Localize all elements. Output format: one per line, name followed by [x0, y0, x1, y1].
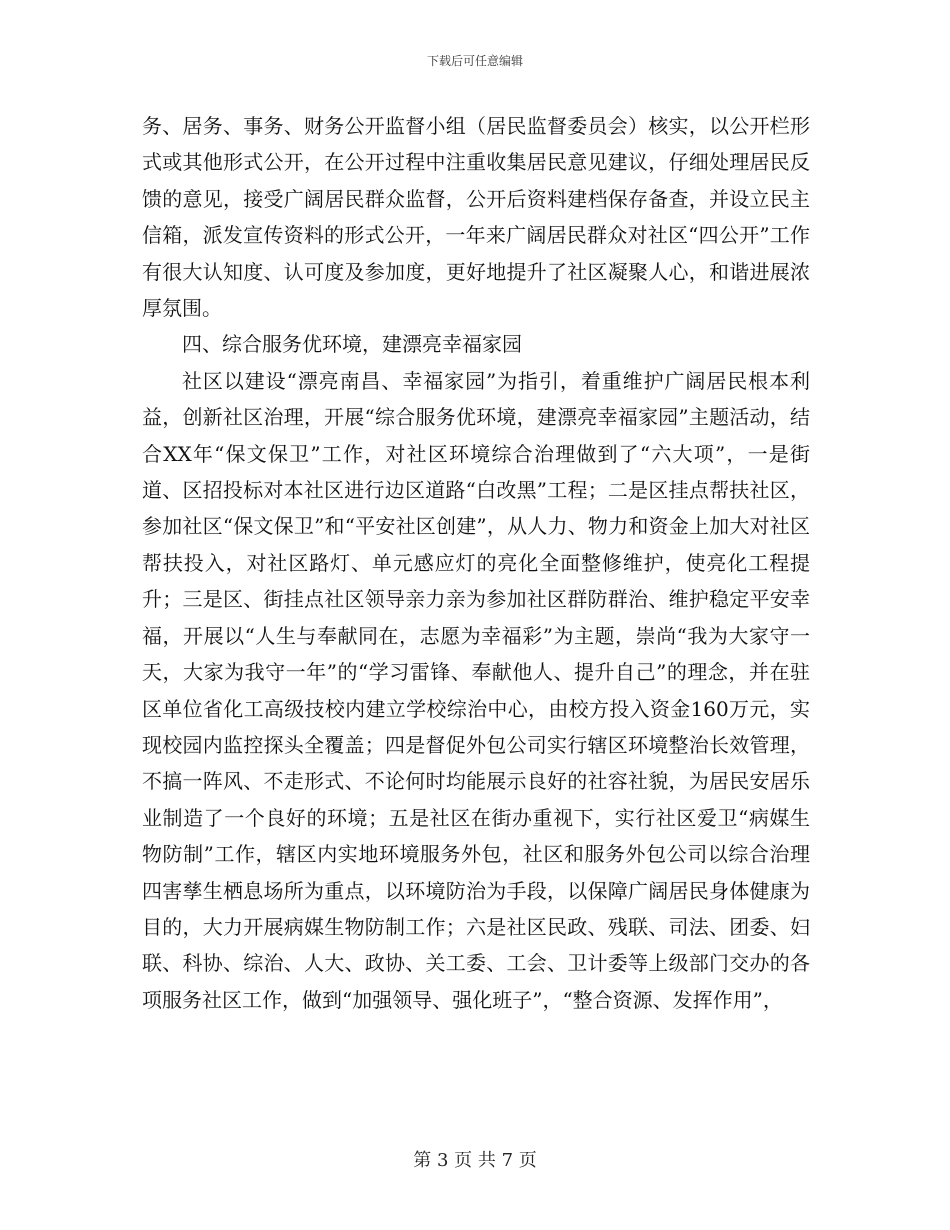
paragraph-main: 社区以建设“漂亮南昌、幸福家园”为指引，着重维护广阔居民根本利益，创新社区治理，开展“综合服务优环境，建漂亮幸福家园”主题活动，结合XX年“保文保卫”工作，对社区环境综合治理做到了“六大项”，一是街道、区招投标对本社区进行边区道路“白改黑”工程；二是区挂点帮扶社区，参加社区“保文保卫”和“平安社区创建”，从人力、物力和资金上加大对社区帮扶投入，对社区路灯、单元感应灯的亮化全面整修维护，使亮化工程提升；三是区、街挂点社区领导亲力亲为参加社区群防群治、维护稳定平安幸福，开展以“人生与奉献同在，志愿为幸福彩”为主题，崇尚“我为大家守一天，大家为我守一年”的“学习雷锋、奉献他人、提升自己”的理念，并在驻区单位省化工高级技校内建立学校综治中心，由校方投入资金160万元，实现校园内监控探头全覆盖；四是督促外包公司实行辖区环境整治长效管理，不搞一阵风、不走形式、不论何时均能展示良好的社容社貌，为居民安居乐业制造了一个良好的环境；五是社区在街办重视下，实行社区爱卫“病媒生物防制”工作，辖区内实地环境服务外包，社区和服务外包公司以综合治理四害孳生栖息场所为重点，以环境防治为手段，以保障广阔居民身体健康为目的，大力开展病媒生物防制工作；六是社区民政、残联、司法、团委、妇联、科协、综治、人大、政协、关工委、工会、卫计委等上级部门交办的各项服务社区工作，做到“加强领导、强化班子”，“整合资源、发挥作用”，: [142, 368, 810, 1012]
document-body: [142, 108, 810, 1018]
page-header-note: 下载后可任意编辑: [426, 54, 523, 68]
page-number-footer: 第 3 页 共 7 页: [413, 1150, 537, 1171]
section-heading: 四、综合服务优环境，建漂亮幸福家园: [182, 332, 522, 357]
paragraph-continued: 务、居务、事务、财务公开监督小组（居民监督委员会）核实，以公开栏形式或其他形式公开，在公开过程中注重收集居民意见建议，仔细处理居民反馈的意见，接受广阔居民群众监督，公开后资料建档保存备查，并设立民主信箱，派发宣传资料的形式公开，一年来广阔居民群众对社区“四公开”工作有很大认知度、认可度及参加度，更好地提升了社区凝聚人心，和谐进展浓厚氛围。: [142, 114, 810, 321]
